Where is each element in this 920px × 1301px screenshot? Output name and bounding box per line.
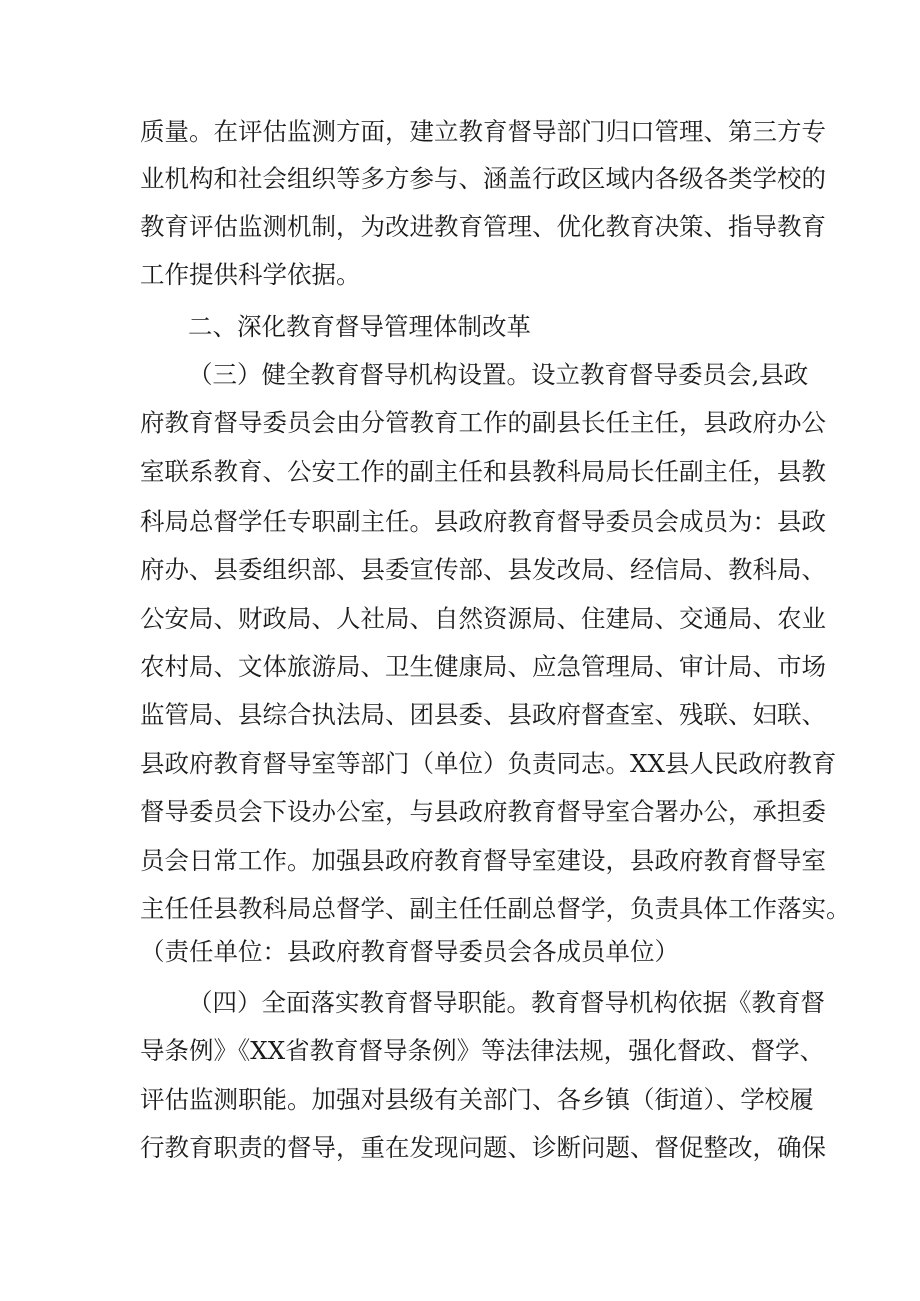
paragraph-3-line-12: 主任任县教科局总督学、副主任任副总督学，负责具体工作落实。 bbox=[140, 894, 851, 923]
paragraph-1-line-3: 教育评估监测机制，为改进教育管理、优化教育决策、指导教育 bbox=[140, 212, 826, 241]
paragraph-3-line-3: 室联系教育、公安工作的副主任和县教科局局长任副主任，县教 bbox=[140, 457, 826, 486]
paragraph-3-line-11: 员会日常工作。加强县政府教育督导室建设，县政府教育督导室 bbox=[140, 846, 826, 875]
paragraph-3-line-1: （三）健全教育督导机构设置。设立教育督导委员会,县政 bbox=[188, 360, 809, 389]
paragraph-3-line-4: 科局总督学任专职副主任。县政府教育督导委员会成员为：县政 bbox=[140, 507, 826, 536]
paragraph-3-line-2: 府教育督导委员会由分管教育工作的副县长任主任，县政府办公 bbox=[140, 408, 826, 437]
paragraph-3-line-10: 督导委员会下设办公室，与县政府教育督导室合署办公，承担委 bbox=[140, 797, 826, 826]
paragraph-3-line-5: 府办、县委组织部、县委宣传部、县发改局、经信局、教科局、 bbox=[140, 555, 826, 584]
paragraph-1-line-1: 质量。在评估监测方面，建立教育督导部门归口管理、第三方专 bbox=[140, 117, 826, 146]
paragraph-4-line-4: 行教育职责的督导，重在发现问题、诊断问题、督促整改，确保 bbox=[140, 1133, 826, 1162]
paragraph-3-line-9: 县政府教育督导室等部门（单位）负责同志。XX县人民政府教育 bbox=[140, 749, 837, 778]
paragraph-3-line-7: 农村局、文体旅游局、卫生健康局、应急管理局、审计局、市场 bbox=[140, 652, 826, 681]
paragraph-1-line-2: 业机构和社会组织等多方参与、涵盖行政区域内各级各类学校的 bbox=[140, 164, 826, 193]
paragraph-4-line-1: （四）全面落实教育督导职能。教育督导机构依据《教育督 bbox=[188, 988, 825, 1017]
paragraph-4-line-3: 评估监测职能。加强对县级有关部门、各乡镇（街道）、学校履 bbox=[140, 1085, 814, 1114]
paragraph-4-line-2: 导条例》《XX省教育督导条例》等法律法规，强化督政、督学、 bbox=[140, 1036, 825, 1065]
paragraph-3-line-13: （责任单位：县政府教育督导委员会各成员单位） bbox=[140, 937, 679, 966]
paragraph-3-line-6: 公安局、财政局、人社局、自然资源局、住建局、交通局、农业 bbox=[140, 604, 826, 633]
paragraph-3-line-8: 监管局、县综合执法局、团县委、县政府督查室、残联、妇联、 bbox=[140, 700, 826, 729]
section-heading: 二、深化教育督导管理体制改革 bbox=[188, 312, 531, 341]
paragraph-1-line-4: 工作提供科学依据。 bbox=[140, 260, 361, 289]
